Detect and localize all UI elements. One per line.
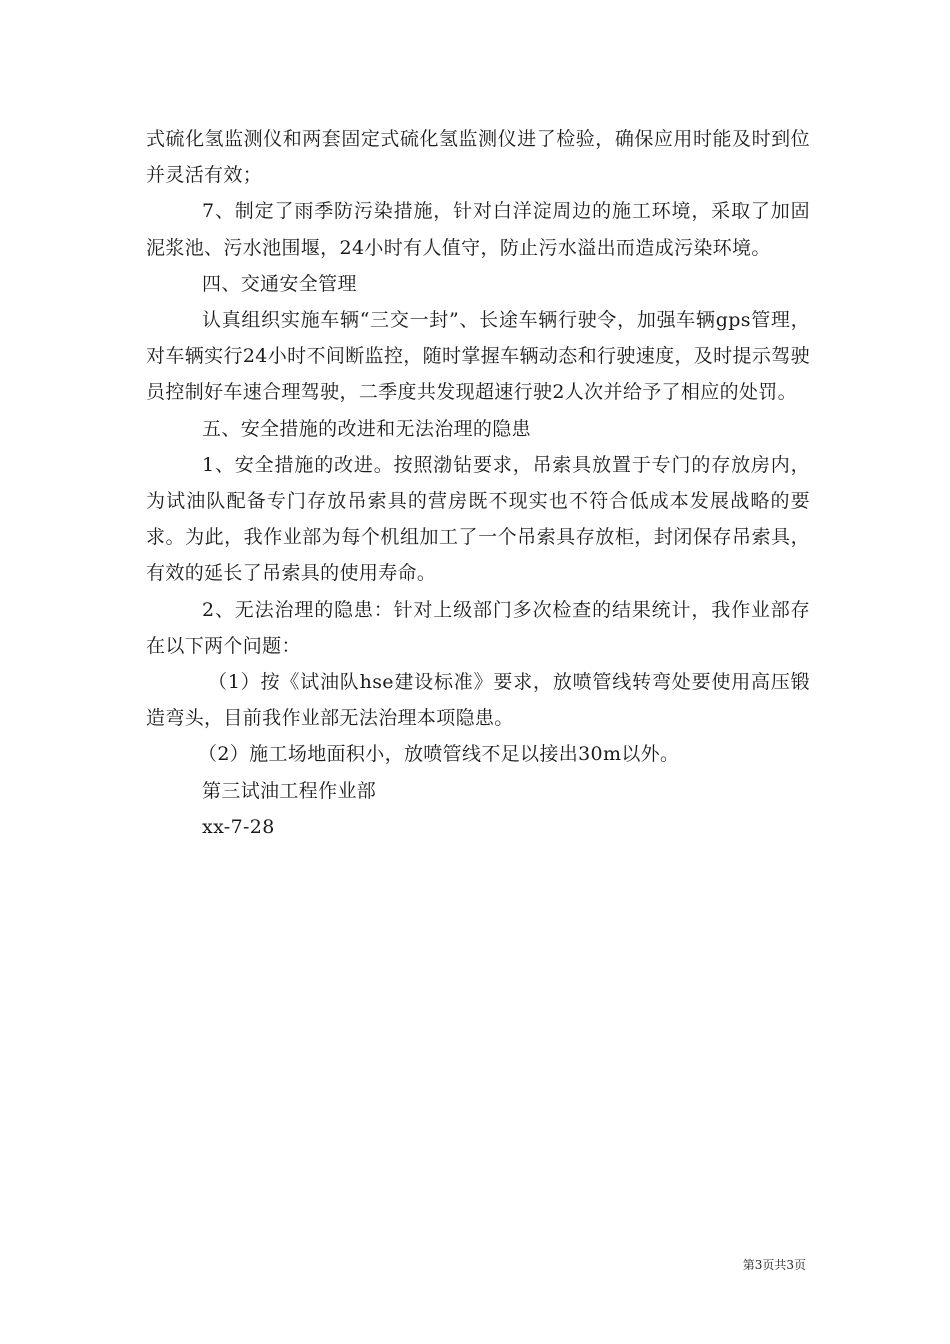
paragraph-item-7: 7、制定了雨季防污染措施，针对白洋淀周边的施工环境，采取了加固泥浆池、污水池围堰，24小时有人值守，防止污水溢出而造成污染环境。 [146, 200, 810, 259]
signature-date: xx-7-28 [202, 815, 275, 838]
document-body [146, 121, 810, 845]
section-heading-traffic-safety: 四、交通安全管理 [202, 272, 357, 295]
section-heading-improvements: 五、安全措施的改进和无法治理的隐患 [202, 417, 531, 440]
paragraph-improvement-1: 1、安全措施的改进。按照渤钻要求，吊索具放置于专门的存放房内，为试油队配备专门存放吊索具的营房既不现实也不符合低成本发展战略的要求。为此，我作业部为每个机组加工了一个吊索具存放柜，封闭保存吊索具，有效的延长了吊索具的使用寿命。 [146, 453, 810, 585]
paragraph-continuation: 式硫化氢监测仪和两套固定式硫化氢监测仪进了检验，确保应用时能及时到位并灵活有效； [146, 128, 810, 187]
paragraph-hazard-sub-2: （2）施工场地面积小，放喷管线不足以接出30m以外。 [198, 743, 680, 766]
signature-department: 第三试油工程作业部 [202, 779, 377, 802]
paragraph-traffic-safety: 认真组织实施车辆“三交一封”、长途车辆行驶令，加强车辆gps管理，对车辆实行24小时不间断监控，随时掌握车辆动态和行驶速度，及时提示驾驶员控制好车速合理驾驶，二季度共发现超速行驶2人次并给予了相应的处罚。 [146, 309, 810, 404]
paragraph-hazard-sub-1: （1）按《试油队hse建设标准》要求，放喷管线转弯处要使用高压锻造弯头，目前我作业部无法治理本项隐患。 [146, 671, 810, 730]
paragraph-hazard-2: 2、无法治理的隐患：针对上级部门多次检查的结果统计，我作业部存在以下两个问题： [146, 598, 810, 657]
page-number: 第3页共3页 [742, 1258, 806, 1272]
